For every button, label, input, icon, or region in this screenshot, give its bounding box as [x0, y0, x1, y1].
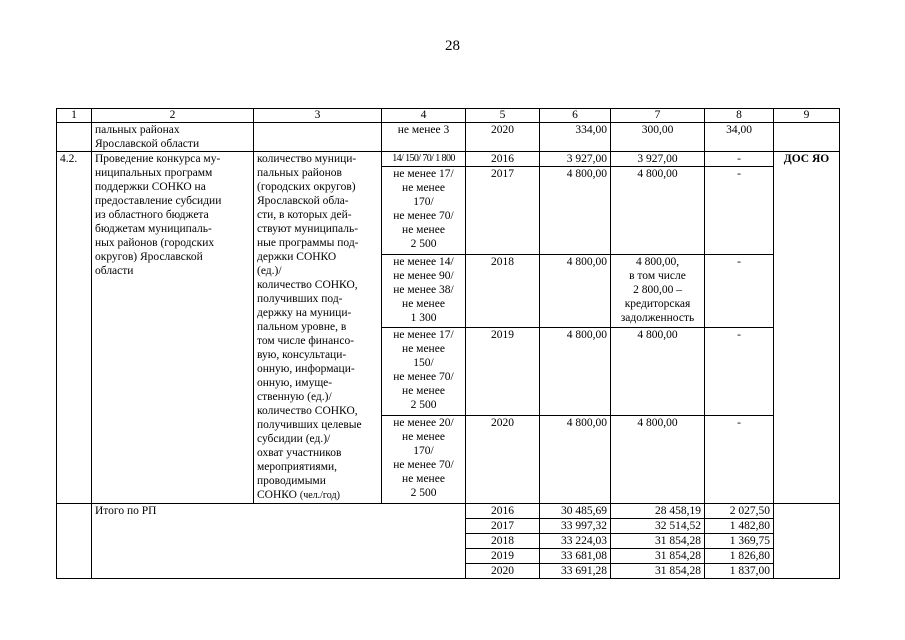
text-line: не менее: [402, 385, 445, 398]
executor-cell: [774, 123, 840, 152]
number-cell: [57, 123, 92, 152]
text-line: 2 500: [410, 399, 437, 412]
value-cell: 14/ 150/ 70/ 1 800: [382, 152, 466, 167]
header-cell: 1: [57, 109, 92, 123]
text-line: 170/: [413, 196, 434, 209]
text-line: количество СОНКО,: [257, 279, 358, 291]
table-row: [57, 152, 840, 167]
text-line: не менее 17/: [393, 168, 454, 181]
text-line: (ед.)/: [257, 265, 282, 277]
amount-cell: -: [705, 416, 774, 504]
text-line: ственную (ед.)/: [257, 391, 332, 403]
header-cell: 4: [382, 109, 466, 123]
text-line: 4 800,00,: [635, 256, 680, 269]
amount-cell: 4 800,00: [540, 255, 611, 328]
amount-cell: 1 837,00: [705, 564, 774, 579]
value-cell: [382, 328, 466, 416]
amount-cell: 28 458,19: [611, 504, 705, 519]
text-line: пальных районах: [95, 124, 180, 136]
text-line: получивших целевые: [257, 419, 362, 431]
text-line: держку на муници-: [257, 307, 352, 319]
text-line: не менее 38/: [393, 284, 454, 297]
text-line: округов) Ярославской: [95, 251, 203, 263]
amount-cell: 33 691,28: [540, 564, 611, 579]
amount-cell: 31 854,28: [611, 549, 705, 564]
text-line: (городских округов): [257, 181, 356, 193]
amount-cell: 4 800,00: [540, 328, 611, 416]
header-cell: 9: [774, 109, 840, 123]
indicator-cell: [254, 152, 382, 504]
text-line: кредиторская: [624, 298, 691, 311]
text-fragment: СОНКО: [257, 489, 297, 501]
amount-cell: 1 482,80: [705, 519, 774, 534]
text-line: не менее: [402, 343, 445, 356]
text-line: задолженность: [620, 312, 695, 325]
text-line: 2 500: [410, 487, 437, 500]
text-line: Проведение конкурса му-: [95, 153, 221, 165]
text-line: 170/: [413, 445, 434, 458]
value-cell: [382, 416, 466, 504]
header-cell: 6: [540, 109, 611, 123]
amount-cell: -: [705, 328, 774, 416]
amount-cell: 300,00: [611, 123, 705, 152]
activity-cell: [92, 152, 254, 504]
total-row: [57, 504, 840, 519]
amount-cell: 4 800,00: [540, 416, 611, 504]
amount-cell: 30 485,69: [540, 504, 611, 519]
indicator-cell: [254, 123, 382, 152]
unit-label: (чел./год): [299, 490, 340, 501]
text-line: не менее 70/: [393, 459, 454, 472]
text-line: мероприятиями,: [257, 461, 338, 473]
text-line: Ярославской обла-: [257, 195, 349, 207]
text-line: ниципальных программ: [95, 167, 213, 179]
year-cell: 2017: [466, 519, 540, 534]
text-line: не менее: [402, 431, 445, 444]
header-row: [57, 109, 840, 123]
value-cell: [382, 167, 466, 255]
text-line: области: [95, 265, 134, 277]
budget-table: [56, 108, 840, 579]
year-cell: 2016: [466, 152, 540, 167]
amount-cell: [611, 255, 705, 328]
amount-cell: 4 800,00: [611, 167, 705, 255]
text-line: не менее: [402, 298, 445, 311]
text-line: не менее 20/: [393, 417, 454, 430]
text-line: бюджетам муниципаль-: [95, 223, 212, 235]
number-cell: [57, 504, 92, 579]
text-line: 150/: [413, 357, 434, 370]
text-line: количество муници-: [257, 153, 357, 165]
year-cell: 2019: [466, 549, 540, 564]
text-line: в том числе: [629, 270, 686, 283]
text-line: поддержки СОНКО на: [95, 181, 206, 193]
executor-cell: [774, 504, 840, 579]
header-cell: 5: [466, 109, 540, 123]
text-line: проводимыми: [257, 475, 326, 487]
text-line: Ярославской области: [95, 138, 200, 150]
text-line: не менее 14/: [393, 256, 454, 269]
text-line: вую, консультаци-: [257, 349, 347, 361]
text-line: ные программы под-: [257, 237, 359, 249]
text-line: держки СОНКО: [257, 251, 337, 263]
value-cell: не менее 3: [382, 123, 466, 152]
header-cell: 3: [254, 109, 382, 123]
amount-cell: 1 369,75: [705, 534, 774, 549]
number-cell: 4.2.: [57, 152, 92, 504]
text-line: пальном уровне, в: [257, 321, 347, 333]
text-line: субсидии (ед.)/: [257, 433, 331, 445]
text-line: количество СОНКО,: [257, 405, 358, 417]
text-line: онную, информаци-: [257, 363, 355, 375]
amount-cell: -: [705, 167, 774, 255]
executor-cell: ДОС ЯО: [774, 152, 840, 504]
text-line: не менее: [402, 182, 445, 195]
amount-cell: 34,00: [705, 123, 774, 152]
text-line: не менее: [402, 224, 445, 237]
amount-cell: 3 927,00: [540, 152, 611, 167]
page-number: 28: [445, 38, 460, 54]
amount-cell: 31 854,28: [611, 564, 705, 579]
text-line: не менее 70/: [393, 371, 454, 384]
text-line: 1 300: [410, 312, 437, 325]
text-line: получивших под-: [257, 293, 343, 305]
year-cell: 2018: [466, 534, 540, 549]
amount-cell: -: [705, 255, 774, 328]
table-row: [57, 123, 840, 152]
text-line: не менее 70/: [393, 210, 454, 223]
text-line: не менее 17/: [393, 329, 454, 342]
text-line: охват участников: [257, 447, 342, 459]
amount-cell: 4 800,00: [611, 328, 705, 416]
amount-cell: -: [705, 152, 774, 167]
text-line: сти, в которых дей-: [257, 209, 352, 221]
text-line: ствуют муниципаль-: [257, 223, 359, 235]
year-cell: 2019: [466, 328, 540, 416]
text-line: [257, 488, 378, 503]
header-cell: 7: [611, 109, 705, 123]
year-cell: 2016: [466, 504, 540, 519]
amount-cell: 33 224,03: [540, 534, 611, 549]
text-line: не менее 90/: [393, 270, 454, 283]
activity-cell: [92, 123, 254, 152]
text-line: 2 800,00 –: [633, 284, 682, 297]
header-cell: 2: [92, 109, 254, 123]
value-cell: [382, 255, 466, 328]
text-line: 2 500: [410, 238, 437, 251]
year-cell: 2017: [466, 167, 540, 255]
amount-cell: 4 800,00: [540, 167, 611, 255]
amount-cell: 31 854,28: [611, 534, 705, 549]
year-cell: 2018: [466, 255, 540, 328]
amount-cell: 32 514,52: [611, 519, 705, 534]
header-cell: 8: [705, 109, 774, 123]
text-line: предоставление субсидии: [95, 195, 222, 207]
text-line: том числе финансо-: [257, 335, 355, 347]
year-cell: 2020: [466, 416, 540, 504]
text-line: не менее: [402, 473, 445, 486]
amount-cell: 1 826,80: [705, 549, 774, 564]
text-line: ных районов (городских: [95, 237, 215, 249]
amount-cell: 3 927,00: [611, 152, 705, 167]
text-line: из областного бюджета: [95, 209, 209, 221]
total-label: Итого по РП: [92, 504, 466, 579]
amount-cell: 33 997,32: [540, 519, 611, 534]
text-line: пальных районов: [257, 167, 342, 179]
amount-cell: 33 681,08: [540, 549, 611, 564]
year-cell: 2020: [466, 123, 540, 152]
amount-cell: 334,00: [540, 123, 611, 152]
amount-cell: 2 027,50: [705, 504, 774, 519]
text-line: онную, имуще-: [257, 377, 333, 389]
year-cell: 2020: [466, 564, 540, 579]
amount-cell: 4 800,00: [611, 416, 705, 504]
